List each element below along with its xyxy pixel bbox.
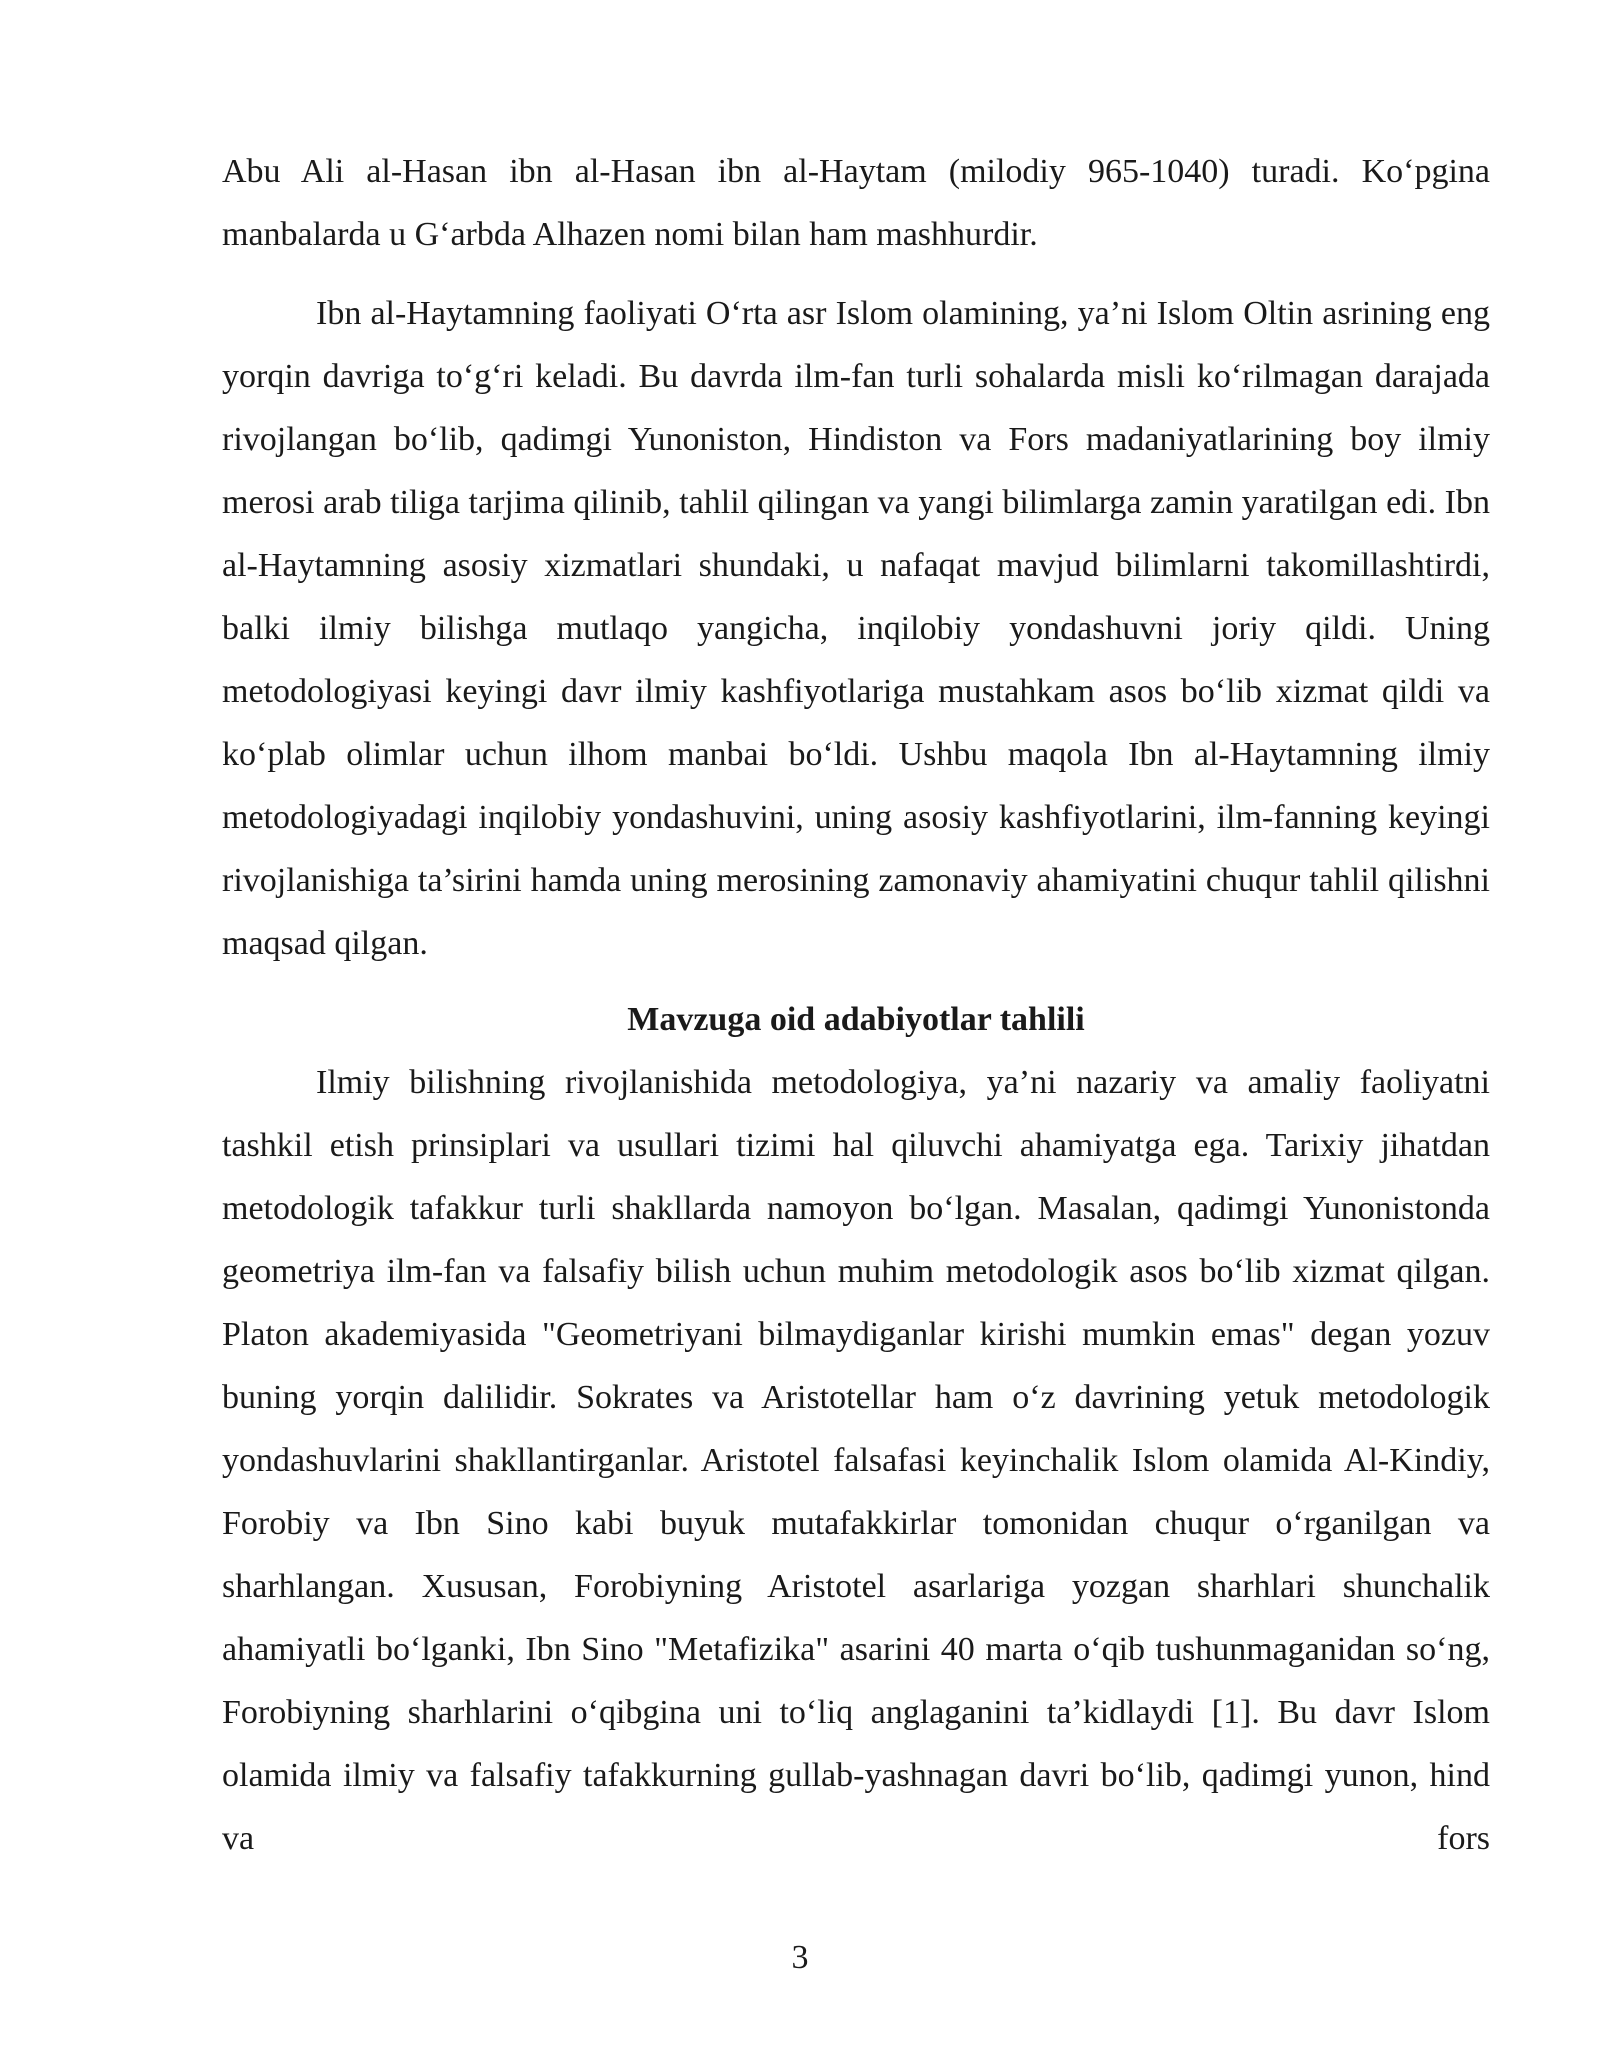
body-paragraph: Ilmiy bilishning rivojlanishida metodologiya, ya’ni nazariy va amaliy faoliyatni tashkil etish prinsiplari va usullari tizimi hal qiluvchi ahamiyatga ega. Tarixiy jihatdan metodologik tafakkur turli shakllarda namoyon bo‘lgan. Masalan, qadimgi Yunonistonda geometriya ilm-fan va falsafiy bilish uchun muhim metodologik asos bo‘lib xizmat qilgan. Platon akademiyasida "Geometriyani bilmaydiganlar kirishi mumkin emas" degan yozuv buning yorqin dalilidir. Sokrates va Aristotellar ham o‘z davrining yetuk metodologik yondashuvlarini shakllantirganlar. Aristotel falsafasi keyinchalik Islom olamida Al-Kindiy, Forobiy va Ibn Sino kabi buyuk mutafakkirlar tomonidan chuqur o‘rganilgan va sharhlangan. Xususan, Forobiyning Aristotel asarlariga yozgan sharhlari shunchalik ahamiyatli bo‘lganki, Ibn Sino "Metafizika" asarini 40 marta o‘qib tushunmaganidan so‘ng, Forobiyning sharhlarini o‘qibgina uni to‘liq anglaganini ta’kidlaydi [1]. Bu davr Islom olamida ilmiy va falsafiy tafakkurning gullab-yashnagan davri bo‘lib, qadimgi yunon, hind va fors bbox=[222, 1064, 1490, 1857]
heading-spacing bbox=[222, 975, 1490, 989]
body-paragraph: Abu Ali al-Hasan ibn al-Hasan ibn al-Haytam (milodiy 965-1040) turadi. Ko‘pgina manbalarda u G‘arbda Alhazen nomi bilan ham mashhurdir. bbox=[222, 153, 1490, 253]
section-heading: Mavzuga oid adabiyotlar tahlili bbox=[627, 1001, 1085, 1038]
body-paragraph: Ibn al-Haytamning faoliyati O‘rta asr Islom olamining, ya’ni Islom Oltin asrining eng yorqin davriga to‘g‘ri keladi. Bu davrda ilm-fan turli sohalarda misli ko‘rilmagan darajada rivojlangan bo‘lib, qadimgi Yunoniston, Hindiston va Fors madaniyatlarining boy ilmiy merosi arab tiliga tarjima qilinib, tahlil qilingan va yangi bilimlarga zamin yaratilgan edi. Ibn al-Haytamning asosiy xizmatlari shundaki, u nafaqat mavjud bilimlarni takomillashtirdi, balki ilmiy bilishga mutlaqo yangicha, inqilobiy yondashuvni joriy qildi. Uning metodologiyasi keyingi davr ilmiy kashfiyotlariga mustahkam asos bo‘lib xizmat qildi va ko‘plab olimlar uchun ilhom manbai bo‘ldi. Ushbu maqola Ibn al-Haytamning ilmiy metodologiyadagi inqilobiy yondashuvini, uning asosiy kashfiyotlarini, ilm-fanning keyingi rivojlanishiga ta’sirini hamda uning merosining zamonaviy ahamiyatini chuqur tahlil qilishni maqsad qilgan. bbox=[222, 295, 1490, 962]
page-number: 3 bbox=[791, 1939, 809, 1976]
paragraph-spacing bbox=[222, 266, 1490, 282]
page-body bbox=[222, 140, 1490, 1870]
